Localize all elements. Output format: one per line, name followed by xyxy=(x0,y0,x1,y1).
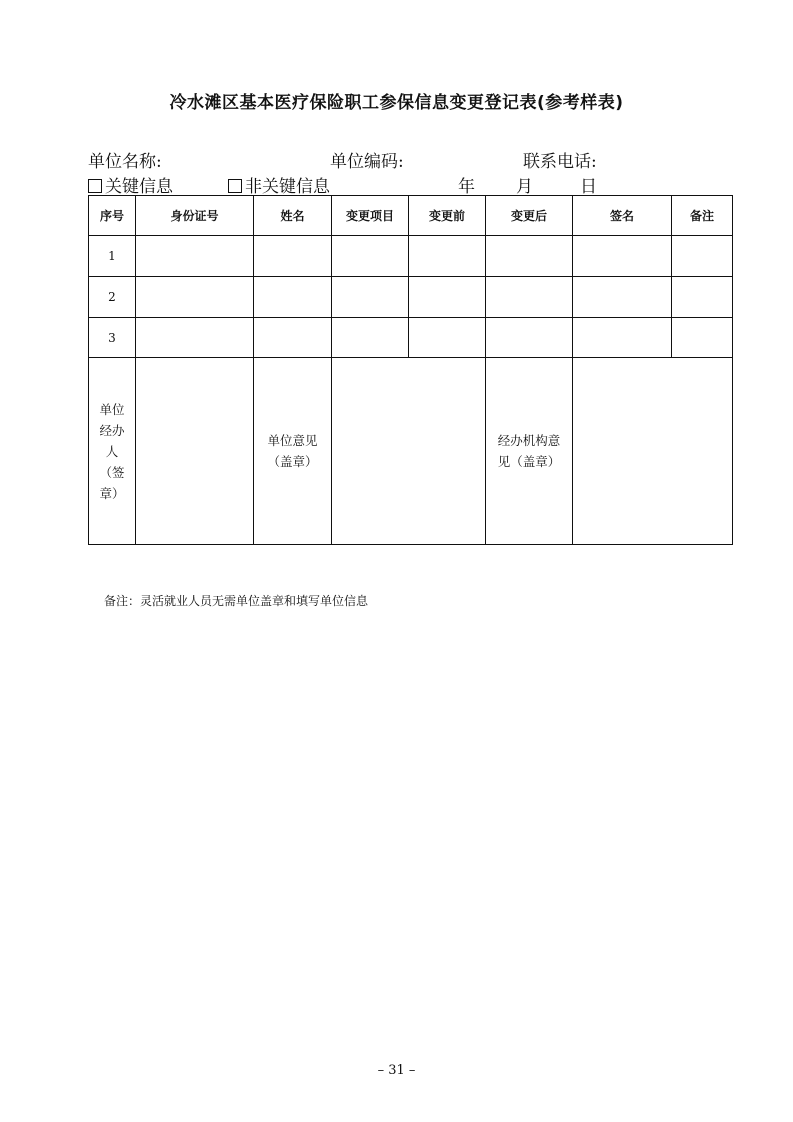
non-key-info-option[interactable] xyxy=(228,172,330,197)
remark-cell[interactable] xyxy=(672,318,732,358)
signature-cell[interactable] xyxy=(573,277,672,318)
page-number: – 31 – xyxy=(377,1063,416,1078)
unit-name-label: 单位名称: xyxy=(88,152,162,172)
after-cell[interactable] xyxy=(486,318,573,358)
change-registration-table xyxy=(88,195,733,545)
name-cell[interactable] xyxy=(254,318,332,358)
change-item-cell[interactable] xyxy=(332,277,409,318)
signature-cell[interactable] xyxy=(573,236,672,277)
change-item-cell[interactable] xyxy=(332,236,409,277)
date-year-label: 年 xyxy=(458,177,475,197)
agency-opinion-area[interactable] xyxy=(573,358,732,544)
header-seq: 序号 xyxy=(89,196,136,236)
unit-opinion-label: 单位意见 （盖章） xyxy=(254,358,332,544)
footnote: 备注：灵活就业人员无需单位盖章和填写单位信息 xyxy=(104,594,369,608)
checkbox-icon[interactable] xyxy=(88,179,102,193)
header-before: 变更前 xyxy=(409,196,486,236)
id-number-cell[interactable] xyxy=(136,236,254,277)
header-after: 变更后 xyxy=(486,196,573,236)
date-month-label: 月 xyxy=(516,177,533,197)
header-name: 姓名 xyxy=(254,196,332,236)
key-info-label: 关键信息 xyxy=(105,177,173,197)
row-number: 2 xyxy=(89,277,136,318)
name-cell[interactable] xyxy=(254,277,332,318)
header-remark: 备注 xyxy=(672,196,732,236)
after-cell[interactable] xyxy=(486,236,573,277)
before-cell[interactable] xyxy=(409,277,486,318)
key-info-option[interactable] xyxy=(88,172,173,197)
remark-cell[interactable] xyxy=(672,236,732,277)
unit-code-label: 单位编码: xyxy=(330,152,404,172)
row-number: 3 xyxy=(89,318,136,358)
form-title: 冷水滩区基本医疗保险职工参保信息变更登记表(参考样表) xyxy=(169,93,624,113)
phone-label: 联系电话: xyxy=(523,152,597,172)
unit-handler-label: 单位 经办 人 （签 章） xyxy=(89,358,136,544)
before-cell[interactable] xyxy=(409,318,486,358)
before-cell[interactable] xyxy=(409,236,486,277)
id-number-cell[interactable] xyxy=(136,318,254,358)
header-signature: 签名 xyxy=(573,196,672,236)
id-number-cell[interactable] xyxy=(136,277,254,318)
unit-handler-signature-area[interactable] xyxy=(136,358,254,544)
checkbox-icon[interactable] xyxy=(228,179,242,193)
header-change-item: 变更项目 xyxy=(332,196,409,236)
date-day-label: 日 xyxy=(580,177,597,197)
row-number: 1 xyxy=(89,236,136,277)
header-id-number: 身份证号 xyxy=(136,196,254,236)
unit-opinion-area[interactable] xyxy=(332,358,486,544)
agency-opinion-label: 经办机构意 见（盖章） xyxy=(486,358,573,544)
after-cell[interactable] xyxy=(486,277,573,318)
signature-cell[interactable] xyxy=(573,318,672,358)
remark-cell[interactable] xyxy=(672,277,732,318)
change-item-cell[interactable] xyxy=(332,318,409,358)
name-cell[interactable] xyxy=(254,236,332,277)
non-key-info-label: 非关键信息 xyxy=(245,177,330,197)
